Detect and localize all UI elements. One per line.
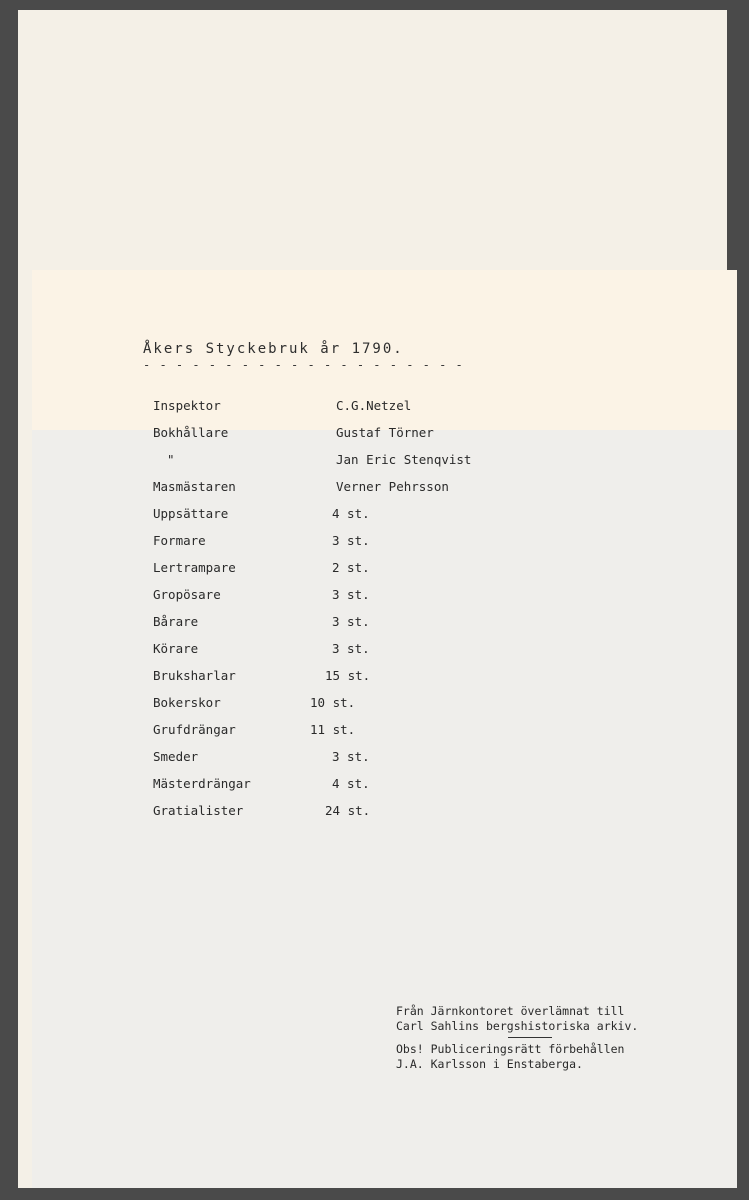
roster-row [153,533,513,555]
roster-value: 3 st. [332,641,370,656]
roster-row [153,749,513,771]
roster-title: Bokerskor [153,695,221,710]
roster-title: Bårare [153,614,199,629]
roster-title: Grufdrängar [153,722,236,737]
rights-note-line: Obs! Publiceringsrätt förbehållen [396,1042,625,1056]
roster-title: Bokhållare [153,425,229,440]
roster-value: Verner Pehrsson [336,479,449,494]
roster-value: 10 st. [310,695,356,710]
roster-title: Mästerdrängar [153,776,251,791]
roster-value: 3 st. [332,614,370,629]
roster-row [153,803,513,825]
title-underline [143,358,463,368]
roster-row [153,452,513,474]
roster-row [153,641,513,663]
roster-title: Gratialister [153,803,244,818]
roster-value: Jan Eric Stenqvist [336,452,472,467]
roster-value: 4 st. [332,506,370,521]
footer-divider [508,1037,552,1038]
roster-value: 3 st. [332,749,370,764]
roster-row [153,695,513,717]
document-title: Åkers Styckebruk år 1790. [143,341,404,357]
roster-title: Gropösare [153,587,221,602]
roster-value: 24 st. [325,803,371,818]
roster-value: C.G.Netzel [336,398,412,413]
roster-row [153,614,513,636]
roster-title: Formare [153,533,206,548]
roster-row [153,506,513,528]
roster-row [153,560,513,582]
roster-value: 11 st. [310,722,356,737]
roster-title: Smeder [153,749,199,764]
roster-row [153,398,513,420]
roster-row [153,722,513,744]
roster-title: Körare [153,641,199,656]
roster-title: Lertrampare [153,560,236,575]
roster-row [153,776,513,798]
archive-note [396,1004,716,1072]
roster-value: 3 st. [332,587,370,602]
roster-row [153,425,513,447]
roster-value: 15 st. [325,668,371,683]
roster-title: Bruksharlar [153,668,236,683]
roster-value: 2 st. [332,560,370,575]
archive-note-line: Från Järnkontoret överlämnat till [396,1004,625,1018]
roster-title: Masmästaren [153,479,236,494]
roster-value: 3 st. [332,533,370,548]
rights-note-line: J.A. Karlsson i Enstaberga. [396,1057,583,1071]
roster-row [153,479,513,501]
roster-row [153,587,513,609]
archive-note-line: Carl Sahlins bergshistoriska arkiv. [396,1019,639,1033]
roster-title: Inspektor [153,398,221,413]
roster-value: Gustaf Törner [336,425,434,440]
roster-title: " [167,452,175,467]
roster-row [153,668,513,690]
roster-value: 4 st. [332,776,370,791]
roster-title: Uppsättare [153,506,229,521]
